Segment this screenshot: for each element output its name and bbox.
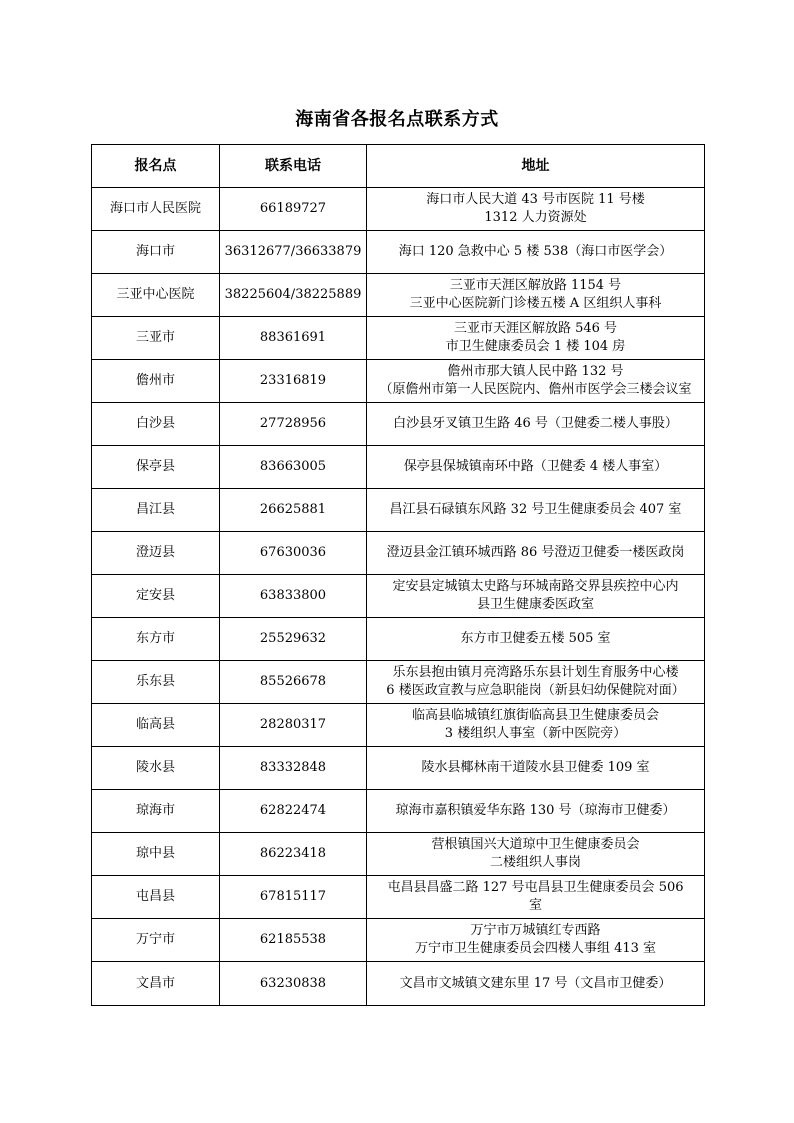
page-title: 海南省各报名点联系方式 (295, 109, 499, 130)
contact-phone: 62185538 (220, 919, 367, 962)
address-cell (367, 833, 705, 876)
table-row (92, 489, 705, 532)
address-line: 乐东县抱由镇月亮湾路乐东县计划生育服务中心楼 (392, 665, 679, 680)
table-row (92, 790, 705, 833)
address-cell (367, 575, 705, 618)
table-row (92, 919, 705, 962)
registration-site: 东方市 (92, 618, 220, 661)
registration-site: 三亚市 (92, 317, 220, 360)
table-row (92, 575, 705, 618)
address-line: 屯昌县昌盛二路 127 号屯昌县卫生健康委员会 506 (387, 880, 684, 895)
registration-site: 海口市人民医院 (92, 188, 220, 231)
address-cell (367, 704, 705, 747)
registration-site: 澄迈县 (92, 532, 220, 575)
address-cell (367, 317, 705, 360)
contact-phone: 66189727 (220, 188, 367, 231)
address-cell (367, 876, 705, 919)
address-line: 万宁市万城镇红专西路 (470, 923, 601, 938)
address-cell (367, 661, 705, 704)
address-cell (367, 962, 705, 1006)
address-line: 三亚市天涯区解放路 546 号 (453, 321, 618, 336)
contact-phone: 67815117 (220, 876, 367, 919)
table-row (92, 876, 705, 919)
address-line: 陵水县椰林南干道陵水县卫健委 109 室 (421, 760, 650, 775)
registration-site: 定安县 (92, 575, 220, 618)
address-line: 定安县定城镇太史路与环城南路交界县疾控中心内 (392, 579, 679, 594)
address-line: （原儋州市第一人民医院内、儋州市医学会三楼会议室 (379, 382, 692, 397)
contact-phone: 62822474 (220, 790, 367, 833)
contact-phone: 26625881 (220, 489, 367, 532)
table-row (92, 532, 705, 575)
registration-site: 琼海市 (92, 790, 220, 833)
address-cell (367, 919, 705, 962)
address-cell (367, 403, 705, 446)
table-row (92, 618, 705, 661)
address-line: 琼海市嘉积镇爱华东路 130 号（琼海市卫健委） (395, 803, 676, 818)
contact-phone: 85526678 (220, 661, 367, 704)
contact-phone: 27728956 (220, 403, 367, 446)
address-line: 三亚市天涯区解放路 1154 号 (449, 278, 622, 293)
table-row (92, 188, 705, 231)
column-header-address: 地址 (367, 145, 705, 188)
address-cell (367, 489, 705, 532)
registration-site: 儋州市 (92, 360, 220, 403)
contact-phone: 36312677/36633879 (220, 231, 367, 274)
contact-phone: 86223418 (220, 833, 367, 876)
address-line: 万宁市卫生健康委员会四楼人事组 413 室 (414, 941, 657, 956)
contact-phone: 28280317 (220, 704, 367, 747)
address-line: 6 楼医政宣教与应急职能岗（新县妇幼保健院对面） (386, 683, 685, 698)
table-row (92, 231, 705, 274)
address-line: 昌江县石碌镇东风路 32 号卫生健康委员会 407 室 (389, 502, 682, 517)
registration-site: 陵水县 (92, 747, 220, 790)
table-header-row (92, 145, 705, 188)
address-cell (367, 446, 705, 489)
table-row (92, 274, 705, 317)
table-row (92, 704, 705, 747)
address-line: 文昌市文城镇文建东里 17 号（文昌市卫健委） (399, 975, 672, 991)
address-line: 海口市人民大道 43 号市医院 11 号楼 (426, 192, 645, 207)
table-row (92, 446, 705, 489)
table-row (92, 962, 705, 1006)
registration-site: 屯昌县 (92, 876, 220, 919)
table-row (92, 661, 705, 704)
contact-table (91, 144, 705, 1006)
address-line: 三亚中心医院新门诊楼五楼 A 区组织人事科 (409, 296, 662, 311)
contact-phone: 25529632 (220, 618, 367, 661)
address-line: 东方市卫健委五楼 505 室 (460, 631, 611, 646)
address-line: 澄迈县金江镇环城西路 86 号澄迈卫健委一楼医政岗 (386, 545, 685, 560)
contact-phone: 23316819 (220, 360, 367, 403)
address-line: 临高县临城镇红旗街临高县卫生健康委员会 (411, 708, 659, 723)
address-line: 二楼组织人事岗 (489, 855, 581, 870)
registration-site: 文昌市 (92, 962, 220, 1006)
address-line: 县卫生健康委医政室 (476, 597, 594, 612)
address-line: 白沙县牙叉镇卫生路 46 号（卫健委二楼人事股） (393, 416, 678, 431)
address-line: 市卫生健康委员会 1 楼 104 房 (445, 339, 626, 354)
table-row (92, 833, 705, 876)
table-row (92, 747, 705, 790)
registration-site: 乐东县 (92, 661, 220, 704)
contact-phone: 88361691 (220, 317, 367, 360)
address-line: 保亭县保城镇南环中路（卫健委 4 楼人事室） (403, 459, 668, 474)
registration-site: 琼中县 (92, 833, 220, 876)
registration-site: 昌江县 (92, 489, 220, 532)
registration-site: 三亚中心医院 (92, 274, 220, 317)
address-line: 海口 120 急救中心 5 楼 538（海口市医学会） (398, 244, 673, 259)
address-cell (367, 188, 705, 231)
contact-phone: 67630036 (220, 532, 367, 575)
address-line: 儋州市那大镇人民中路 132 号 (447, 364, 624, 379)
address-cell (367, 231, 705, 274)
table-row (92, 360, 705, 403)
registration-site: 临高县 (92, 704, 220, 747)
address-line: 3 楼组织人事室（新中医院旁） (444, 726, 627, 741)
address-cell (367, 618, 705, 661)
column-header-site: 报名点 (92, 145, 220, 188)
address-cell (367, 532, 705, 575)
registration-site: 白沙县 (92, 403, 220, 446)
contact-phone: 38225604/38225889 (220, 274, 367, 317)
address-cell (367, 274, 705, 317)
table-row (92, 403, 705, 446)
address-cell (367, 747, 705, 790)
table-body (92, 188, 705, 1006)
address-line: 1312 人力资源处 (484, 210, 587, 225)
contact-phone: 83332848 (220, 747, 367, 790)
address-cell (367, 790, 705, 833)
registration-site: 万宁市 (92, 919, 220, 962)
registration-site: 保亭县 (92, 446, 220, 489)
contact-phone: 83663005 (220, 446, 367, 489)
table-row (92, 317, 705, 360)
contact-phone: 63833800 (220, 575, 367, 618)
column-header-phone: 联系电话 (220, 145, 367, 188)
contact-phone: 63230838 (220, 962, 367, 1006)
address-line: 室 (528, 898, 542, 913)
registration-site: 海口市 (92, 231, 220, 274)
address-line: 营根镇国兴大道琼中卫生健康委员会 (431, 837, 640, 852)
address-cell (367, 360, 705, 403)
